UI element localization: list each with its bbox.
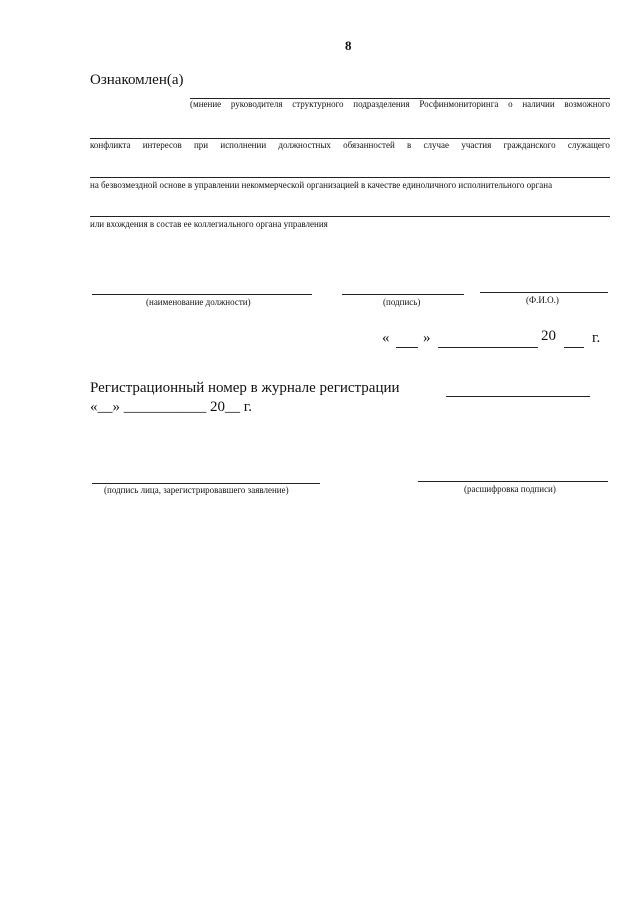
- caption-word: служащего: [567, 140, 610, 150]
- opinion-line-2: [90, 138, 610, 139]
- caption-word: Росфинмониторинга: [419, 99, 499, 109]
- caption-word: исполнении: [220, 140, 267, 150]
- page-number: 8: [345, 38, 352, 53]
- decoding-line: [418, 481, 608, 482]
- registrar-caption: (подпись лица, зарегистрировавшего заявление): [104, 485, 289, 495]
- date-month-line: [438, 347, 538, 348]
- caption-word: возможного: [564, 99, 610, 109]
- caption-word: интересов: [142, 140, 182, 150]
- opinion-line-3: [90, 177, 610, 178]
- opinion-line-4: [90, 216, 610, 217]
- caption-word: должностных: [278, 140, 331, 150]
- caption-word: структурного: [292, 99, 344, 109]
- date-year-prefix: 20: [541, 328, 556, 344]
- date-year-line: [564, 347, 584, 348]
- caption-word: при: [193, 140, 209, 150]
- caption-word: конфликта: [90, 140, 131, 150]
- caption-word: гражданского: [503, 140, 556, 150]
- caption-word: о: [508, 99, 513, 109]
- caption-word: подразделения: [353, 99, 410, 109]
- registration-label: Регистрационный номер в журнале регистрации: [90, 380, 400, 396]
- registration-date: «__» ___________ 20__ г.: [90, 399, 252, 415]
- acknowledged-label: Ознакомлен(а): [90, 72, 184, 88]
- name-line: [480, 292, 608, 293]
- caption-word: случае: [423, 140, 450, 150]
- caption-word: (мнение: [190, 99, 222, 109]
- registrar-signature-line: [92, 483, 320, 484]
- caption-word: руководителя: [230, 99, 283, 109]
- opinion-text-3: на безвозмездной основе в управлении некоммерческой организацией в качестве единоличного исполнительного органа: [90, 180, 553, 190]
- opinion-text-4: или вхождения в состав ее коллегиального органа управления: [90, 219, 328, 229]
- date-open-quote: «: [382, 330, 390, 346]
- opinion-caption-2: [90, 140, 610, 150]
- name-caption: (Ф.И.О.): [526, 295, 559, 305]
- caption-word: участия: [461, 140, 492, 150]
- position-caption: (наименование должности): [146, 297, 251, 307]
- caption-word: наличии: [522, 99, 555, 109]
- date-day-line: [396, 347, 418, 348]
- opinion-caption-1: [190, 99, 610, 109]
- decoding-caption: (расшифровка подписи): [464, 484, 556, 494]
- date-year-suffix: г.: [592, 330, 601, 346]
- position-line: [92, 294, 312, 295]
- signature-caption: (подпись): [383, 297, 421, 307]
- registration-number-line: [446, 396, 590, 397]
- signature-line: [342, 294, 464, 295]
- date-close-quote: »: [423, 330, 431, 346]
- caption-word: обязанностей: [343, 140, 395, 150]
- caption-word: в: [407, 140, 412, 150]
